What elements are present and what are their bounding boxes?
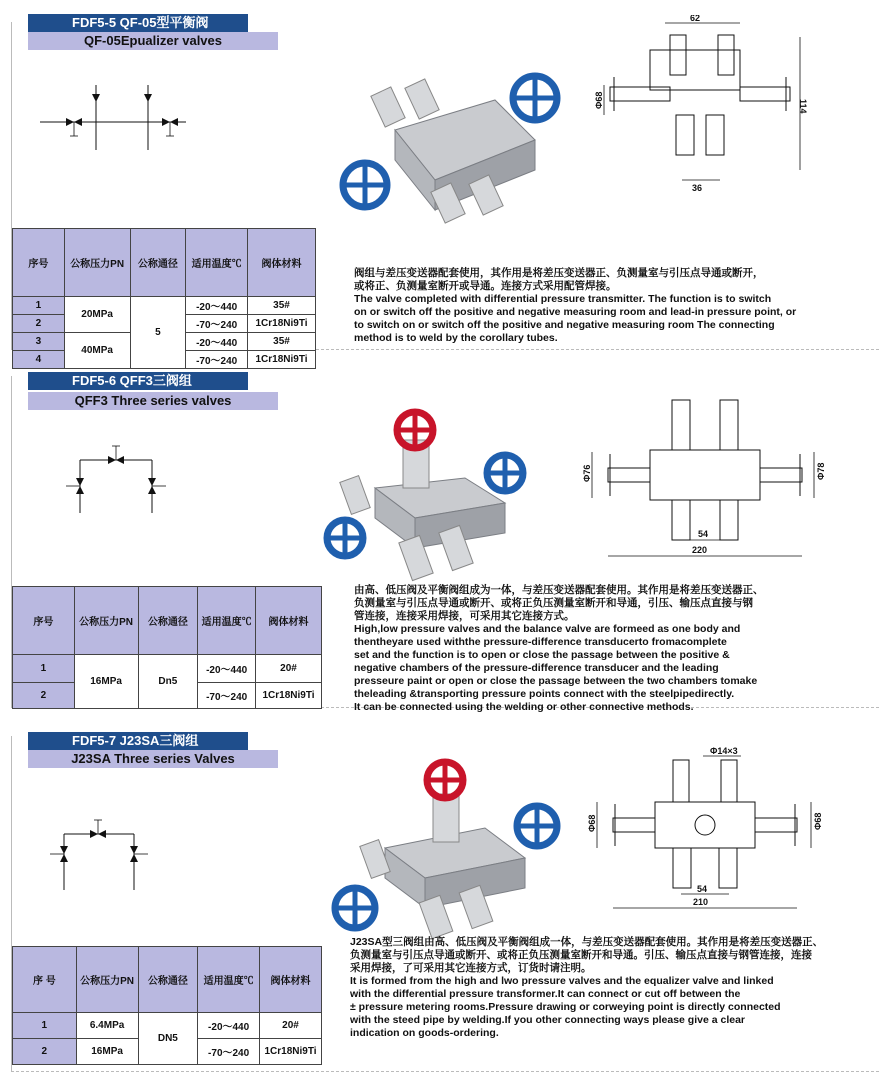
section-title: FDF5-5 QF-05型平衡阀	[28, 14, 248, 32]
spec-table	[12, 228, 316, 369]
valve-photo	[315, 408, 540, 588]
cell-pn: 20MPa	[64, 297, 130, 333]
desc-line: High,low pressure valves and the balance valve are formeed as one body and	[354, 623, 741, 635]
desc-line: thentheyare used withthe pressure-difference transducerto fromacomplete	[354, 636, 727, 648]
col-header: 阀体材料	[256, 587, 322, 655]
cell-temp: -70～240	[186, 315, 248, 333]
cell-no: 2	[13, 1039, 77, 1065]
col-header: 公称压力PN	[64, 229, 130, 297]
dim-label-right: Φ68	[813, 812, 823, 830]
desc-line: J23SA型三阀组由高、低压阀及平衡阀组成一体，与差压变送器配套使用。其作用是将差压变送器正、	[350, 936, 824, 948]
spec-table	[12, 586, 322, 709]
cell-mat: 1Cr18Ni9Ti	[248, 315, 316, 333]
dimension-drawing	[580, 390, 835, 570]
cell-dn: DN5	[138, 1013, 198, 1065]
desc-line: with the steed pipe by welding.If you other connecting ways please give a clear	[350, 1014, 746, 1026]
cell-temp: -20～440	[198, 655, 256, 683]
section-title: FDF5-7 J23SA三阀组	[28, 732, 248, 750]
dimension-drawing	[585, 742, 825, 922]
desc-line: 阀组与差压变送器配套使用，其作用是将差压变送器正、负测量室与引压点导通或断开，	[354, 267, 764, 279]
dim-label-left: Φ68	[594, 91, 604, 109]
col-header: 序号	[13, 587, 75, 655]
desc-line: indication on goods-ordering.	[350, 1027, 499, 1039]
section-qff3	[0, 368, 880, 713]
cell-mat: 1Cr18Ni9Ti	[260, 1039, 322, 1065]
cell-no: 2	[13, 315, 65, 333]
description	[354, 267, 874, 345]
section-subtitle: QF-05Epualizer valves	[28, 32, 278, 50]
valve-symbol-diagram	[38, 80, 188, 160]
cell-pn: 6.4MPa	[76, 1013, 138, 1039]
desc-line: negative chambers of the pressure-difference transducer and the leading	[354, 662, 719, 674]
dim-label-left: Φ76	[582, 464, 592, 482]
desc-line: on or switch off the positive and negative measuring room and lead-in pressure point, or	[354, 306, 797, 318]
cell-mat: 35#	[248, 297, 316, 315]
desc-line: 采用焊接，了可采用其它连接方式，订货时请注明。	[350, 962, 592, 974]
desc-line: 负测量室与引压点导通或断开、或将正负压测量室断开和导通。引压、输压点直接与钢管连接，连接	[350, 949, 812, 961]
dim-label-top: 62	[690, 15, 701, 23]
desc-line: ± pressure metering rooms.Pressure drawing or corweying point is directly connected	[350, 1001, 781, 1013]
description	[350, 936, 875, 1040]
desc-line: set and the function is to open or close the passage between the positive &	[354, 649, 730, 661]
table-row	[13, 297, 316, 315]
dim-label-bottom: 210	[693, 897, 709, 907]
desc-line: It is formed from the high and lwo pressure valves and the equalizer valve and linked	[350, 975, 774, 987]
cell-mat: 20#	[260, 1013, 322, 1039]
cell-temp: -70～240	[186, 351, 248, 369]
cell-temp: -20～440	[186, 333, 248, 351]
valve-photo	[325, 758, 565, 943]
col-header: 阀体材料	[260, 947, 322, 1013]
desc-line: 由高、低压阀及平衡阀组成为一体，与差压变送器配套使用。其作用是将差压变送器正、	[354, 584, 764, 596]
cell-no: 3	[13, 333, 65, 351]
dim-label-right: 114	[798, 99, 808, 114]
dim-label-bottom: 220	[692, 545, 708, 555]
cell-no: 1	[13, 1013, 77, 1039]
section-j23sa	[0, 728, 880, 1082]
cell-no: 4	[13, 351, 65, 369]
desc-line: with the differential pressure transformer.It can connect or cut off between the	[350, 988, 741, 1000]
col-header: 序 号	[13, 947, 77, 1013]
cell-dn: 5	[130, 297, 186, 369]
cell-pn: 40MPa	[64, 333, 130, 369]
desc-line: 负测量室与引压点导通或断开、或将正负压测量室断开和导通，引压、输压点直接与钢	[354, 597, 753, 609]
desc-line: method is to weld by the corollary tubes.	[354, 332, 558, 344]
col-header: 公称通径	[138, 587, 198, 655]
table-row	[13, 1013, 322, 1039]
valve-symbol-diagram	[40, 812, 160, 892]
col-header: 序号	[13, 229, 65, 297]
col-header: 适用温度℃	[198, 587, 256, 655]
cell-pn: 16MPa	[76, 1039, 138, 1065]
cell-dn: Dn5	[138, 655, 198, 709]
col-header: 公称通径	[138, 947, 198, 1013]
cell-no: 1	[13, 297, 65, 315]
cell-mat: 35#	[248, 333, 316, 351]
cell-temp: -70～240	[198, 683, 256, 709]
dim-label-inner: 54	[697, 884, 708, 894]
dim-label-top: Φ14×3	[710, 746, 738, 756]
cell-mat: 1Cr18Ni9Ti	[256, 683, 322, 709]
table-row	[13, 655, 322, 683]
dim-label-bottom: 36	[692, 183, 703, 193]
dim-label-right: Φ78	[816, 462, 826, 480]
col-header: 公称压力PN	[74, 587, 138, 655]
dimension-drawing	[590, 15, 820, 195]
col-header: 适用温度℃	[198, 947, 260, 1013]
cell-temp: -70～240	[198, 1039, 260, 1065]
col-header: 适用温度℃	[186, 229, 248, 297]
cell-temp: -20～440	[198, 1013, 260, 1039]
desc-line: theleading &transporting pressure points connect with the steelpipedirectly.	[354, 688, 735, 700]
desc-line: 或将正、负测量室断开或导通。连接方式采用配管焊接。	[354, 280, 617, 292]
dim-label-inner: 54	[698, 529, 709, 539]
desc-line: presseure paint or open or close the passage between the two chambers tomake	[354, 675, 758, 687]
col-header: 公称通径	[130, 229, 186, 297]
desc-line: It can be connected using the welding or other connective methods.	[354, 701, 694, 713]
cell-no: 1	[13, 655, 75, 683]
cell-no: 2	[13, 683, 75, 709]
cell-mat: 20#	[256, 655, 322, 683]
desc-line: The valve completed with differential pressure transmitter. The function is to switch	[354, 293, 772, 305]
valve-photo	[325, 60, 575, 230]
section-subtitle: QFF3 Three series valves	[28, 392, 278, 410]
desc-line: to switch on or switch off the positive and negative measuring room The connecting	[354, 319, 775, 331]
description	[354, 584, 874, 714]
desc-line: 管连接，连接采用焊接，可采用其它连接方式。	[354, 610, 575, 622]
dim-label-left: Φ68	[587, 814, 597, 832]
section-subtitle: J23SA Three series Valves	[28, 750, 278, 768]
cell-mat: 1Cr18Ni9Ti	[248, 351, 316, 369]
spec-table	[12, 946, 322, 1065]
col-header: 阀体材料	[248, 229, 316, 297]
valve-symbol-diagram	[60, 438, 180, 518]
section-qf05	[0, 0, 880, 367]
col-header: 公称压力PN	[76, 947, 138, 1013]
cell-temp: -20～440	[186, 297, 248, 315]
cell-pn: 16MPa	[74, 655, 138, 709]
section-title: FDF5-6 QFF3三阀组	[28, 372, 248, 390]
